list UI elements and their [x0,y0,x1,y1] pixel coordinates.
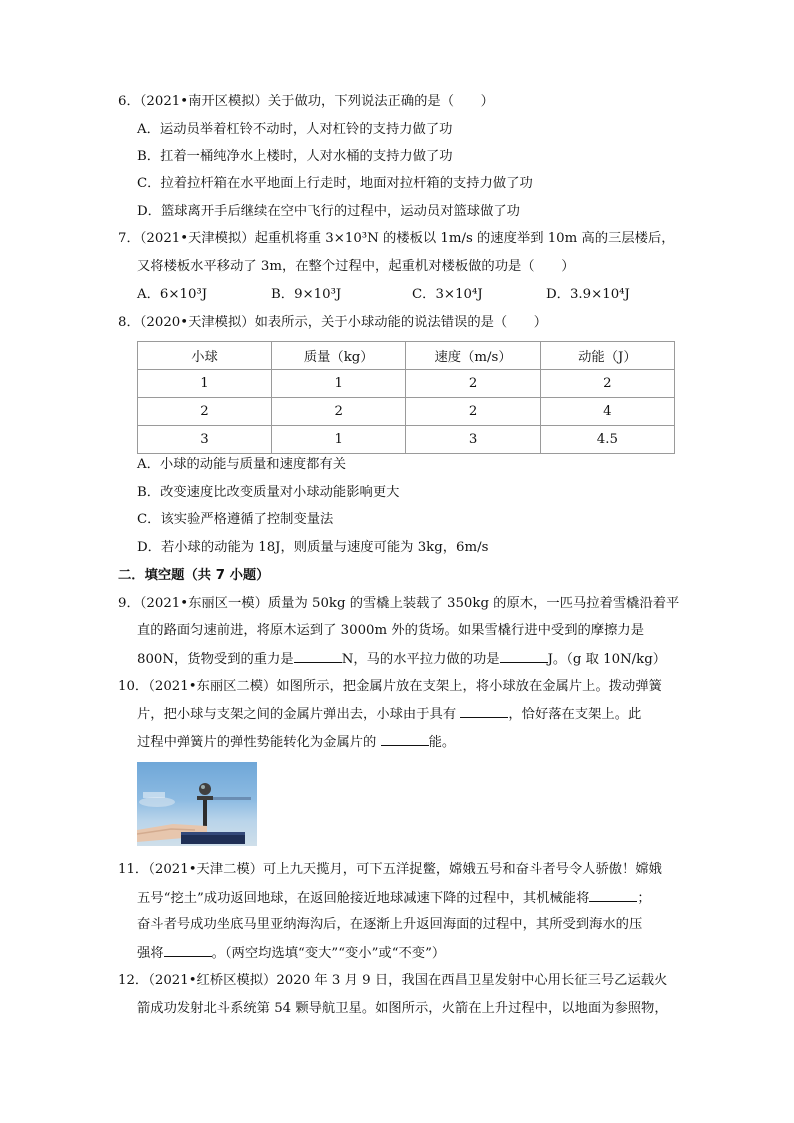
table-header-cell: 速度（m/s） [406,342,540,370]
table-cell: 1 [272,370,406,398]
q9-line1: 9．（2021•东丽区一模）质量为 50kg 的雪橇上装载了 350kg 的原木，一匹马拉着雪橇沿着平 [118,596,680,611]
q10-experiment-photo [137,762,257,846]
answer-blank[interactable] [294,650,342,663]
q6-stem: 6．（2021•南开区模拟）关于做功，下列说法正确的是（ ） [118,94,494,109]
q10-line1: 10．（2021•东丽区二模）如图所示，把金属片放在支架上，将小球放在金属片上。拨动弹簧 [118,679,662,694]
table-row [138,370,675,398]
q11-text: ； [637,891,651,906]
table-header-cell: 小球 [138,342,272,370]
q10-line3 [137,733,455,752]
q11-text: 。（两空均选填“变大”“变小”或“不变”） [211,946,446,961]
table-cell: 2 [406,398,540,426]
q8-option-c: C．该实验严格遵循了控制变量法 [137,512,334,527]
q8-option-d: D．若小球的动能为 18J，则质量与速度可能为 3kg，6m/s [137,540,489,555]
table-cell: 3 [406,426,540,454]
q11-line4 [137,944,445,963]
q11-line3: 奋斗者号成功坐底马里亚纳海沟后，在逐渐上升返回海面的过程中，其所受到海水的压 [137,917,643,932]
q7-stem-line2: 又将楼板水平移动了 3m，在整个过程中，起重机对楼板做的功是（ ） [137,259,575,274]
q9-text: J。（g 取 10N/kg） [547,652,667,667]
q9-text: 800N，货物受到的重力是 [137,652,294,667]
table-cell: 3 [138,426,272,454]
answer-blank[interactable] [500,650,548,663]
table-cell: 2 [272,398,406,426]
q10-text: 过程中弹簧片的弹性势能转化为金属片的 [137,735,377,750]
q7-option-a: A．6×10³J [137,287,208,302]
table-cell: 4.5 [540,426,674,454]
q11-text: 五号“挖土”成功返回地球，在返回舱接近地球减速下降的过程中，其机械能将 [137,891,590,906]
table-row [138,426,675,454]
q8-option-a: A．小球的动能与质量和速度都有关 [137,457,347,472]
table-cell: 2 [138,398,272,426]
q10-text: 能。 [428,735,456,750]
q6-option-d: D．篮球离开手后继续在空中飞行的过程中，运动员对篮球做了功 [137,204,520,219]
q7-option-b: B．9×10³J [271,287,342,302]
experiment-illustration [137,762,257,846]
table-cell: 2 [540,370,674,398]
table-cell: 4 [540,398,674,426]
q7-option-c: C．3×10⁴J [412,287,483,302]
q6-option-c: C．拉着拉杆箱在水平地面上行走时，地面对拉杆箱的支持力做了功 [137,176,533,191]
answer-blank[interactable] [589,889,637,902]
q6-option-a: A．运动员举着杠铃不动时，人对杠铃的支持力做了功 [137,122,453,137]
q10-text: 片，把小球与支架之间的金属片弹出去，小球由于具有 [137,707,457,722]
q10-line2 [137,705,641,724]
answer-blank[interactable] [460,705,508,718]
answer-blank[interactable] [381,733,429,746]
table-header-row [138,342,675,370]
table-cell: 1 [272,426,406,454]
q9-line2: 直的路面匀速前进，将原木运到了 3000m 外的货场。如果雪橇行进中受到的摩擦力是 [137,623,644,638]
q7-stem-line1: 7．（2021•天津模拟）起重机将重 3×10³N 的楼板以 1m/s 的速度举到 10m 高的三层楼后， [118,231,675,246]
q11-line2 [137,889,651,908]
answer-blank[interactable] [164,944,212,957]
q11-text: 强将 [137,946,164,961]
q9-text: N，马的水平拉力做的功是 [341,652,500,667]
table-row [138,398,675,426]
q12-line2: 箭成功发射北斗系统第 54 颗导航卫星。如图所示，火箭在上升过程中，以地面为参照物， [137,1001,668,1016]
q7-option-d: D．3.9×10⁴J [546,287,630,302]
section-heading: 二．填空题（共 7 小题） [118,568,270,583]
table-header-cell: 动能（J） [540,342,674,370]
q8-data-table [137,341,675,454]
q8-stem: 8．（2020•天津模拟）如表所示，关于小球动能的说法错误的是（ ） [118,315,548,330]
table-cell: 2 [406,370,540,398]
table-cell: 1 [138,370,272,398]
q6-option-b: B．扛着一桶纯净水上楼时，人对水桶的支持力做了功 [137,149,453,164]
q10-text: ，恰好落在支架上。此 [508,707,642,722]
table-header-cell: 质量（kg） [272,342,406,370]
q11-line1: 11．（2021•天津二模）可上九天揽月，可下五洋捉鳖，嫦娥五号和奋斗者号令人骄傲！嫦娥 [118,862,662,877]
q8-option-b: B．改变速度比改变质量对小球动能影响更大 [137,485,400,500]
q12-line1: 12．（2021•红桥区模拟）2020 年 3 月 9 日，我国在西昌卫星发射中心用长征三号乙运载火 [118,973,668,988]
q9-line3 [137,650,666,669]
